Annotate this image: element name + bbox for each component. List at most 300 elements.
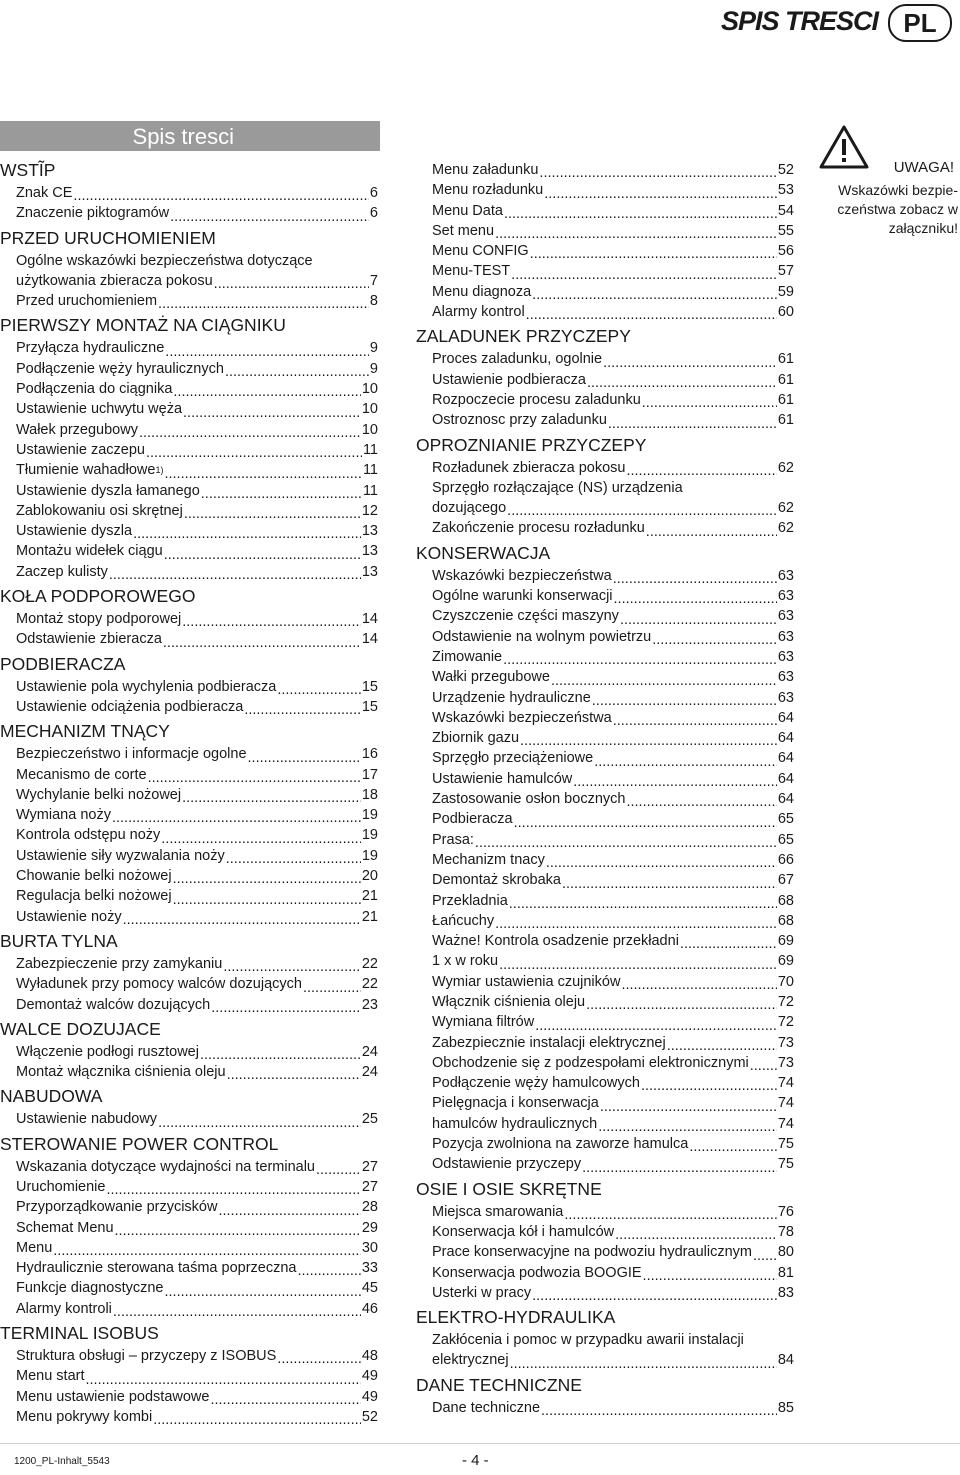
toc-entry[interactable] [416,1073,794,1093]
toc-entry[interactable] [416,789,794,809]
toc-entry-page: 53 [777,182,794,199]
dot-leader [475,836,777,850]
dot-leader [210,1393,360,1407]
toc-entry-page: 23 [361,996,378,1013]
toc-entry-page: 57 [777,263,794,280]
toc-entry[interactable] [416,221,794,241]
dot-leader [509,897,777,911]
dot-leader [316,1163,361,1177]
toc-entry-page: 14 [361,611,378,628]
toc-entry-title: Rozpoczecie procesu zaladunku [432,391,641,408]
toc-entry-title: Ustawienie zaczepu [16,441,145,458]
toc-column-middle [416,160,794,1418]
section-heading: DANE TECHNICZNE [416,1374,582,1395]
dot-leader [163,636,361,650]
dot-leader [248,751,361,765]
toc-entry-title: Regulacja belki nożowej [16,888,172,905]
toc-entry[interactable] [0,1109,378,1129]
dot-leader [626,795,776,809]
dot-leader [86,1373,361,1387]
toc-entry-line: Zakłócenia i pomoc w przypadku awarii instalacji [432,1332,744,1349]
toc-entry-page: 11 [362,441,378,458]
toc-entry[interactable] [0,359,378,379]
toc-entry-page: 63 [777,669,794,686]
toc-entry-title: Chowanie belki nożowej [16,868,172,885]
language-badge: PL [888,4,952,42]
dot-leader [530,247,777,261]
toc-entry-page: 64 [777,730,794,747]
toc-entry[interactable] [0,866,378,886]
toc-entry-title: Demontaż walców dozujących [16,996,211,1013]
toc-entry[interactable] [416,1263,794,1283]
toc-entry-page: 67 [777,872,794,889]
toc-entry-title: Wałki przegubowe [432,669,550,686]
toc-entry-page: 15 [361,698,378,715]
toc-entry-title: Pielęgnacja i konserwacja [432,1095,599,1112]
toc-entry-page: 61 [777,351,794,368]
dot-leader [539,166,776,180]
dot-leader [586,998,777,1012]
section-heading: ZALADUNEK PRZYCZEPY [416,326,631,347]
dot-leader [551,674,777,688]
toc-entry-title: Miejsca smarowania [432,1203,564,1220]
toc-entry[interactable] [416,410,794,430]
toc-entry[interactable] [416,891,794,911]
dot-leader [73,189,369,203]
toc-entry-title: Tłumienie wahadłowe [16,462,156,479]
dot-leader [244,703,361,717]
toc-entry-page: 33 [361,1260,378,1277]
dot-leader [201,487,362,501]
toc-entry[interactable] [0,677,378,697]
toc-entry-title: Mechanizm tnacy [432,851,545,868]
toc-entry[interactable] [0,1042,378,1062]
dot-leader [495,917,777,931]
dot-leader [652,633,777,647]
toc-entry-title: Mecanismo de corte [16,766,147,783]
toc-entry[interactable] [416,1202,794,1222]
dot-leader [495,227,777,241]
toc-entry-page: 52 [361,1408,378,1425]
toc-entry[interactable] [0,609,378,629]
toc-entry-title: Proces zaladunku, ogolnie [432,351,603,368]
toc-entry-page: 63 [777,567,794,584]
toc-entry[interactable] [416,972,794,992]
toc-entry[interactable] [416,728,794,748]
toc-entry[interactable] [416,390,794,410]
dot-leader [277,683,361,697]
toc-entry[interactable] [0,825,378,845]
dot-leader [211,1001,361,1015]
toc-entry[interactable] [0,338,378,358]
toc-entry-page: 9 [369,340,378,357]
dot-leader [510,1357,777,1371]
toc-entry-page: 75 [777,1136,794,1153]
toc-entry[interactable] [416,911,794,931]
toc-entry[interactable] [0,1366,378,1386]
dot-leader [504,207,777,221]
dot-leader [598,1120,777,1134]
toc-entry[interactable] [0,203,378,223]
dot-leader [562,877,777,891]
dot-leader [158,1116,361,1130]
toc-entry[interactable] [416,458,794,478]
dot-leader [165,345,369,359]
toc-entry-title: Ogólne warunki konserwacji [432,588,613,605]
dot-leader [139,426,361,440]
toc-entry-title: Ustawienie dyszla łamanego [16,482,200,499]
toc-entry-title: Zimowanie [432,648,503,665]
section-heading: NABUDOWA [0,1086,103,1107]
toc-entry[interactable] [416,1053,794,1073]
toc-entry-title: Kontrola odstępu noży [16,827,161,844]
toc-entry[interactable] [0,805,378,825]
toc-entry[interactable] [416,349,794,369]
toc-entry[interactable] [416,282,794,302]
toc-entry[interactable] [416,951,794,971]
toc-entry[interactable] [0,1177,378,1197]
toc-entry[interactable] [0,541,378,561]
toc-entry-title: Rozładunek zbieracza pokosu [432,459,626,476]
toc-entry[interactable] [416,566,794,586]
toc-entry-title: Sprzęgło przeciążeniowe [432,750,594,767]
toc-entry[interactable] [416,627,794,647]
toc-entry-title: Ważne! Kontrola osadzenie przekładni [432,933,679,950]
toc-entry[interactable] [416,1033,794,1053]
toc-entry[interactable] [0,460,378,480]
toc-entry[interactable] [416,1114,794,1134]
toc-entry[interactable] [0,1218,378,1238]
toc-entry[interactable] [416,1093,794,1113]
toc-entry-page: 18 [361,786,378,803]
toc-entry-page: 13 [361,563,378,580]
dot-leader [507,504,777,518]
toc-entry[interactable] [416,809,794,829]
toc-entry-title: Odstawienie na wolnym powietrzu [432,628,652,645]
toc-entry-title: Menu-TEST [432,263,511,280]
toc-entry-title: Wskazówki bezpieczeństwa [432,567,612,584]
toc-entry-title: Schemat Menu [16,1219,114,1236]
toc-entry[interactable] [416,1154,794,1174]
section-heading: PODBIERACZA [0,653,126,674]
toc-entry-page: 78 [777,1223,794,1240]
section-heading: BURTA TYLNA [0,930,118,951]
toc-entry-page: 46 [361,1300,378,1317]
toc-entry-title: Znaczenie piktogramów [16,205,170,222]
toc-entry[interactable] [416,1134,794,1154]
dot-leader [148,771,361,785]
toc-entry[interactable] [0,379,378,399]
dot-leader [511,268,777,282]
dot-leader [113,1305,361,1319]
toc-entry-page: 72 [777,1014,794,1031]
toc-entry[interactable] [0,995,378,1015]
toc-entry-page: 69 [777,933,794,950]
dot-leader [541,1404,777,1418]
toc-entry-title: Ustawienie odciążenia podbieracza [16,698,244,715]
toc-entry[interactable] [0,481,378,501]
toc-entry[interactable] [416,992,794,1012]
toc-entry-title: Bezpieczeństwo i informacje ogolne [16,746,247,763]
toc-entry[interactable] [416,1350,794,1370]
toc-entry-page: 13 [361,523,378,540]
toc-entry-title: elektrycznej [432,1352,509,1369]
toc-entry-page: 15 [361,678,378,695]
toc-entry[interactable] [416,748,794,768]
toc-entry[interactable] [416,586,794,606]
toc-entry-page: 63 [777,628,794,645]
toc-entry-page: 10 [361,421,378,438]
page-header [0,0,960,52]
toc-entry-page: 74 [777,1095,794,1112]
toc-entry[interactable] [0,501,378,521]
dot-leader [642,396,777,410]
toc-entry-title: Pozycja zwolniona na zaworze hamulca [432,1136,689,1153]
toc-entry-line: Ogólne wskazówki bezpieczeństwa dotyczące [16,252,313,269]
toc-entry-title: Dane techniczne [432,1399,541,1416]
toc-entry-page: 45 [361,1280,378,1297]
toc-entry-page: 61 [777,412,794,429]
toc-entry[interactable] [416,688,794,708]
dot-leader [620,613,777,627]
toc-entry[interactable] [416,180,794,200]
toc-entry-title: Wymiar ustawienia czujników [432,973,621,990]
toc-entry-page: 27 [361,1178,378,1195]
dot-leader [277,1352,361,1366]
toc-entry[interactable] [0,1258,378,1278]
dot-leader [514,816,777,830]
toc-entry-page: 74 [777,1115,794,1132]
toc-entry-page: 61 [777,391,794,408]
toc-entry-page: 54 [777,202,794,219]
toc-entry-page: 24 [361,1064,378,1081]
toc-entry-title: Ustawienie dyszla [16,523,133,540]
toc-entry-title: Prace konserwacyjne na podwoziu hydraulicznym [432,1244,752,1261]
toc-entry-page: 19 [361,807,378,824]
toc-entry[interactable] [416,1398,794,1418]
toc-entry-page: 81 [777,1264,794,1281]
toc-entry[interactable] [416,1242,794,1262]
toc-entry-title: Alarmy kontroli [16,1300,112,1317]
toc-entry-page: 63 [777,608,794,625]
dot-leader [643,1269,777,1283]
toc-entry-page: 84 [777,1352,794,1369]
toc-entry-page: 65 [777,811,794,828]
toc-entry[interactable] [416,667,794,687]
dot-leader [646,525,777,539]
toc-entry-page: 17 [361,766,378,783]
dot-leader [133,527,361,541]
toc-entry-page: 76 [777,1203,794,1220]
toc-entry[interactable] [0,1278,378,1298]
dot-leader [123,913,361,927]
section-heading: MECHANIZM TNĄCY [0,721,170,742]
toc-entry[interactable] [0,697,378,717]
dot-leader [53,1244,361,1258]
toc-entry[interactable] [416,160,794,180]
toc-entry[interactable] [0,974,378,994]
dot-leader [603,356,777,370]
toc-entry[interactable] [0,765,378,785]
toc-entry-title: Zbiornik gazu [432,730,520,747]
toc-entry-title: Wyładunek przy pomocy walców dozujących [16,976,302,993]
warning-triangle-icon [818,124,870,170]
page-number: - 4 - [462,1452,489,1469]
toc-entry[interactable] [0,886,378,906]
toc-entry-page: 11 [362,482,378,499]
dot-leader [165,1285,361,1299]
toc-entry-title: Podłączenie węży hyraulicznych [16,360,224,377]
dot-leader [303,981,361,995]
toc-entry-page: 85 [777,1399,794,1416]
section-heading: OSIE I OSIE SKRĘTNE [416,1178,602,1199]
dot-leader [164,548,361,562]
toc-entry[interactable] [416,370,794,390]
section-heading: TERMINAL ISOBUS [0,1323,159,1344]
toc-entry-title: Wskazówki bezpieczeństwa [432,709,612,726]
toc-entry-page: 66 [777,851,794,868]
dot-leader [218,1204,360,1218]
toc-entry-page: 10 [361,381,378,398]
dot-leader [173,872,361,886]
dot-leader [600,1100,777,1114]
toc-entry[interactable] [416,870,794,890]
dot-leader [680,937,777,951]
toc-entry[interactable] [0,420,378,440]
toc-entry-page: 19 [361,847,378,864]
toc-entry-title: Konserwacja kół i hamulców [432,1223,615,1240]
dot-leader [564,1208,777,1222]
toc-entry-page: 48 [361,1348,378,1365]
toc-entry[interactable] [416,1283,794,1303]
toc-entry[interactable] [416,606,794,626]
toc-entry-title: Prasa: [432,831,474,848]
dot-leader [573,775,777,789]
toc-entry[interactable] [0,907,378,927]
toc-entry[interactable] [416,1222,794,1242]
dot-leader [173,893,361,907]
toc-entry-page: 21 [361,908,378,925]
toc-entry-title: Zakończenie procesu rozładunku [432,520,645,537]
toc-entry-page: 64 [777,750,794,767]
toc-entry-title: Przekladnia [432,892,508,909]
toc-entry-title: Menu załadunku [432,162,539,178]
dot-leader [750,1059,777,1073]
toc-entry[interactable] [0,183,378,203]
toc-entry-title: Łańcuchy [432,912,495,929]
dot-leader [225,365,369,379]
toc-entry[interactable] [416,830,794,850]
toc-entry[interactable] [416,647,794,667]
toc-entry[interactable] [0,291,378,311]
toc-entry[interactable] [0,1157,378,1177]
toc-entry-page: 13 [361,543,378,560]
toc-entry[interactable] [416,518,794,538]
toc-entry-title: Włącznik ciśnienia oleju [432,993,586,1010]
toc-entry-title: Odstawienie zbieracza [16,631,162,648]
toc-entry-title: Ustawienie siły wyzwalania noży [16,847,225,864]
toc-entry-page: 59 [777,283,794,300]
toc-entry-title: Przyporządkowanie przycisków [16,1199,218,1216]
toc-entry-title: Usterki w pracy [432,1284,532,1301]
toc-entry[interactable] [416,931,794,951]
section-heading: PRZED URUCHOMIENIEM [0,227,216,248]
toc-entry[interactable] [416,498,794,518]
toc-entry-title: Zabezpieczenie przy zamykaniu [16,955,223,972]
toc-entry[interactable] [416,850,794,870]
toc-entry[interactable] [0,629,378,649]
dot-leader [182,615,361,629]
section-heading: PIERWSZY MONTAŻ NA CIĄGNIKU [0,315,286,336]
toc-entry-page: 64 [777,709,794,726]
toc-entry-page: 6 [369,185,378,201]
toc-entry-title: Ustawienie nabudowy [16,1111,158,1128]
toc-entry[interactable] [416,769,794,789]
toc-entry[interactable] [416,708,794,728]
toc-entry-page: 24 [361,1043,378,1060]
toc-entry[interactable] [0,521,378,541]
dot-leader [615,1228,777,1242]
toc-entry-title: Podłączenia do ciągnika [16,381,173,398]
toc-entry-page: 63 [777,648,794,665]
toc-entry[interactable] [0,1299,378,1319]
toc-entry[interactable] [0,440,378,460]
toc-entry[interactable] [0,562,378,582]
toc-entry[interactable] [0,744,378,764]
toc-entry-title: Menu diagnoza [432,283,532,300]
toc-entry[interactable] [416,201,794,221]
toc-entry[interactable] [0,271,378,291]
warning-title: UWAGA! [893,159,954,176]
dot-leader [297,1264,360,1278]
section-heading: OPROZNIANIE PRZYCZEPY [416,434,647,455]
dot-leader [587,376,777,390]
toc-entry[interactable] [0,846,378,866]
toc-entry[interactable] [416,1012,794,1032]
toc-entry-page: 60 [777,304,794,321]
toc-entry-title: Zabezpiecznie instalacji elektrycznej [432,1034,666,1051]
toc-entry-title: Menu pokrywy kombi [16,1408,153,1425]
section-heading: KOŁA PODPOROWEGO [0,586,196,607]
toc-entry-title: Menu start [16,1368,85,1385]
dot-leader [608,417,777,431]
toc-entry[interactable] [0,785,378,805]
toc-entry-page: 9 [369,360,378,377]
dot-leader [161,832,361,846]
toc-entry-page: 20 [361,868,378,885]
toc-entry[interactable] [0,1407,378,1427]
toc-entry-title: Montażu widełek ciągu [16,543,163,560]
dot-leader [594,755,777,769]
toc-entry[interactable] [0,1346,378,1366]
toc-entry[interactable] [416,261,794,281]
toc-entry-page: 64 [777,791,794,808]
toc-entry[interactable] [0,1062,378,1082]
toc-entry[interactable] [416,302,794,322]
toc-entry[interactable] [0,954,378,974]
toc-entry[interactable] [0,1197,378,1217]
toc-entry-page: 10 [361,401,378,418]
toc-entry[interactable] [0,1238,378,1258]
toc-entry[interactable] [0,399,378,419]
toc-entry-title: Hydraulicznie sterowana taśma poprzeczna [16,1260,297,1277]
toc-title-band [0,121,380,151]
toc-entry-title: Montaż włącznika ciśnienia oleju [16,1064,226,1081]
toc-entry[interactable] [416,241,794,261]
toc-entry[interactable] [0,1387,378,1407]
dot-leader [184,507,361,521]
dot-leader [753,1249,777,1263]
